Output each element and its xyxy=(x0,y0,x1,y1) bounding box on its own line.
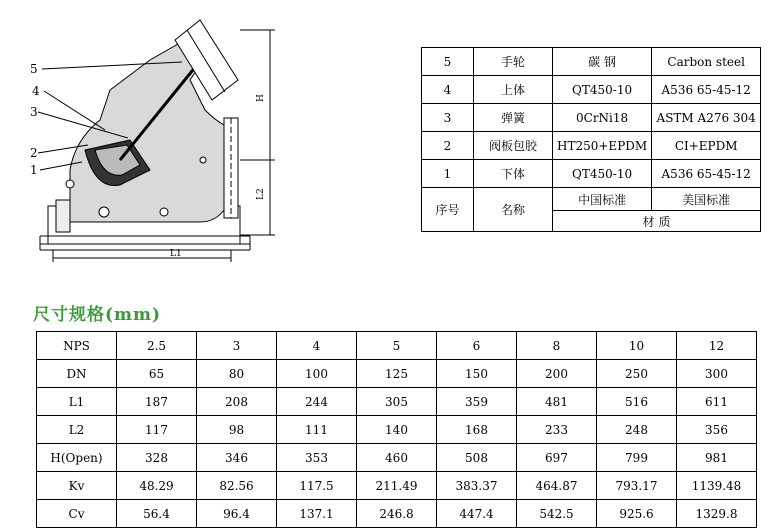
table-cell: QT450-10 xyxy=(553,160,652,188)
table-row xyxy=(422,132,761,160)
row-label: L1 xyxy=(37,388,117,416)
header-cell-us: 美国标准 xyxy=(652,188,761,211)
table-cell: 80 xyxy=(197,360,277,388)
table-cell: 328 xyxy=(117,444,197,472)
table-row xyxy=(422,76,761,104)
table-cell: Carbon steel xyxy=(652,48,761,76)
table-cell: 2 xyxy=(422,132,474,160)
table-cell: 82.56 xyxy=(197,472,277,500)
table-cell: 137.1 xyxy=(277,500,357,528)
valve-drawing xyxy=(0,0,300,290)
table-cell: 125 xyxy=(357,360,437,388)
table-cell: 10 xyxy=(597,332,677,360)
table-cell: 96.4 xyxy=(197,500,277,528)
table-cell: 244 xyxy=(277,388,357,416)
table-cell: 3 xyxy=(422,104,474,132)
table-cell: A536 65-45-12 xyxy=(652,76,761,104)
row-label: DN xyxy=(37,360,117,388)
section-title: 尺寸规格(mm) xyxy=(33,305,162,325)
callout-3: 3 xyxy=(30,105,38,119)
callout-1: 1 xyxy=(30,163,38,177)
table-cell: 516 xyxy=(597,388,677,416)
header-cell-no: 序号 xyxy=(422,188,474,232)
table-cell: 48.29 xyxy=(117,472,197,500)
table-cell: 下体 xyxy=(474,160,553,188)
table-row xyxy=(37,360,757,388)
table-cell: 359 xyxy=(437,388,517,416)
callout-5: 5 xyxy=(30,62,38,76)
table-cell: 793.17 xyxy=(597,472,677,500)
row-label: L2 xyxy=(37,416,117,444)
dim-h-label: H xyxy=(256,94,266,102)
table-cell: 56.4 xyxy=(117,500,197,528)
table-cell: QT450-10 xyxy=(553,76,652,104)
table-cell: 1 xyxy=(422,160,474,188)
table-cell: 100 xyxy=(277,360,357,388)
header-cell-name: 名称 xyxy=(474,188,553,232)
table-cell: 0CrNi18 xyxy=(553,104,652,132)
table-cell: 211.49 xyxy=(357,472,437,500)
dimensions-table xyxy=(36,331,757,528)
dim-l2-label: L2 xyxy=(256,188,266,200)
row-label: H(Open) xyxy=(37,444,117,472)
table-cell: 248 xyxy=(597,416,677,444)
table-cell: 弹簧 xyxy=(474,104,553,132)
table-header-row xyxy=(422,188,761,211)
table-cell: 981 xyxy=(677,444,757,472)
dim-l1-label: L1 xyxy=(170,249,182,259)
table-cell: 246.8 xyxy=(357,500,437,528)
table-cell: 187 xyxy=(117,388,197,416)
table-cell: 4 xyxy=(422,76,474,104)
table-cell: 1139.48 xyxy=(677,472,757,500)
table-cell: 117.5 xyxy=(277,472,357,500)
table-cell: 925.6 xyxy=(597,500,677,528)
table-cell: 508 xyxy=(437,444,517,472)
table-row xyxy=(37,500,757,528)
table-cell: 300 xyxy=(677,360,757,388)
table-cell: A536 65-45-12 xyxy=(652,160,761,188)
table-cell: 6 xyxy=(437,332,517,360)
table-cell: 346 xyxy=(197,444,277,472)
table-cell: 98 xyxy=(197,416,277,444)
table-cell: 353 xyxy=(277,444,357,472)
table-cell: 2.5 xyxy=(117,332,197,360)
table-cell: 233 xyxy=(517,416,597,444)
table-cell: 上体 xyxy=(474,76,553,104)
table-cell: 200 xyxy=(517,360,597,388)
materials-table xyxy=(421,47,761,232)
header-cell-cn: 中国标准 xyxy=(553,188,652,211)
row-label: NPS xyxy=(37,332,117,360)
table-cell: 356 xyxy=(677,416,757,444)
table-row xyxy=(37,472,757,500)
table-cell: 447.4 xyxy=(437,500,517,528)
table-cell: 460 xyxy=(357,444,437,472)
table-cell: 手轮 xyxy=(474,48,553,76)
callout-2: 2 xyxy=(30,146,38,160)
table-cell: HT250+EPDM xyxy=(553,132,652,160)
table-cell: 611 xyxy=(677,388,757,416)
callout-4: 4 xyxy=(32,84,40,98)
table-cell: 150 xyxy=(437,360,517,388)
table-cell: 250 xyxy=(597,360,677,388)
table-cell: CI+EPDM xyxy=(652,132,761,160)
table-cell: 碳 钢 xyxy=(553,48,652,76)
table-cell: 208 xyxy=(197,388,277,416)
table-cell: 8 xyxy=(517,332,597,360)
table-cell: 阀板包胶 xyxy=(474,132,553,160)
header-cell-material: 材 质 xyxy=(553,211,761,232)
table-row xyxy=(422,104,761,132)
table-row xyxy=(37,444,757,472)
table-row xyxy=(422,48,761,76)
table-cell: 697 xyxy=(517,444,597,472)
table-row xyxy=(37,416,757,444)
row-label: Cv xyxy=(37,500,117,528)
table-cell: 4 xyxy=(277,332,357,360)
table-cell: 117 xyxy=(117,416,197,444)
table-row xyxy=(422,160,761,188)
table-cell: 65 xyxy=(117,360,197,388)
row-label: Kv xyxy=(37,472,117,500)
table-cell: 481 xyxy=(517,388,597,416)
table-cell: 799 xyxy=(597,444,677,472)
table-cell: 140 xyxy=(357,416,437,444)
table-cell: 111 xyxy=(277,416,357,444)
table-cell: ASTM A276 304 xyxy=(652,104,761,132)
table-cell: 305 xyxy=(357,388,437,416)
table-row xyxy=(37,388,757,416)
table-row xyxy=(37,332,757,360)
table-cell: 5 xyxy=(422,48,474,76)
table-cell: 168 xyxy=(437,416,517,444)
table-cell: 12 xyxy=(677,332,757,360)
table-cell: 464.87 xyxy=(517,472,597,500)
table-cell: 3 xyxy=(197,332,277,360)
table-cell: 5 xyxy=(357,332,437,360)
table-cell: 1329.8 xyxy=(677,500,757,528)
table-cell: 542.5 xyxy=(517,500,597,528)
table-cell: 383.37 xyxy=(437,472,517,500)
